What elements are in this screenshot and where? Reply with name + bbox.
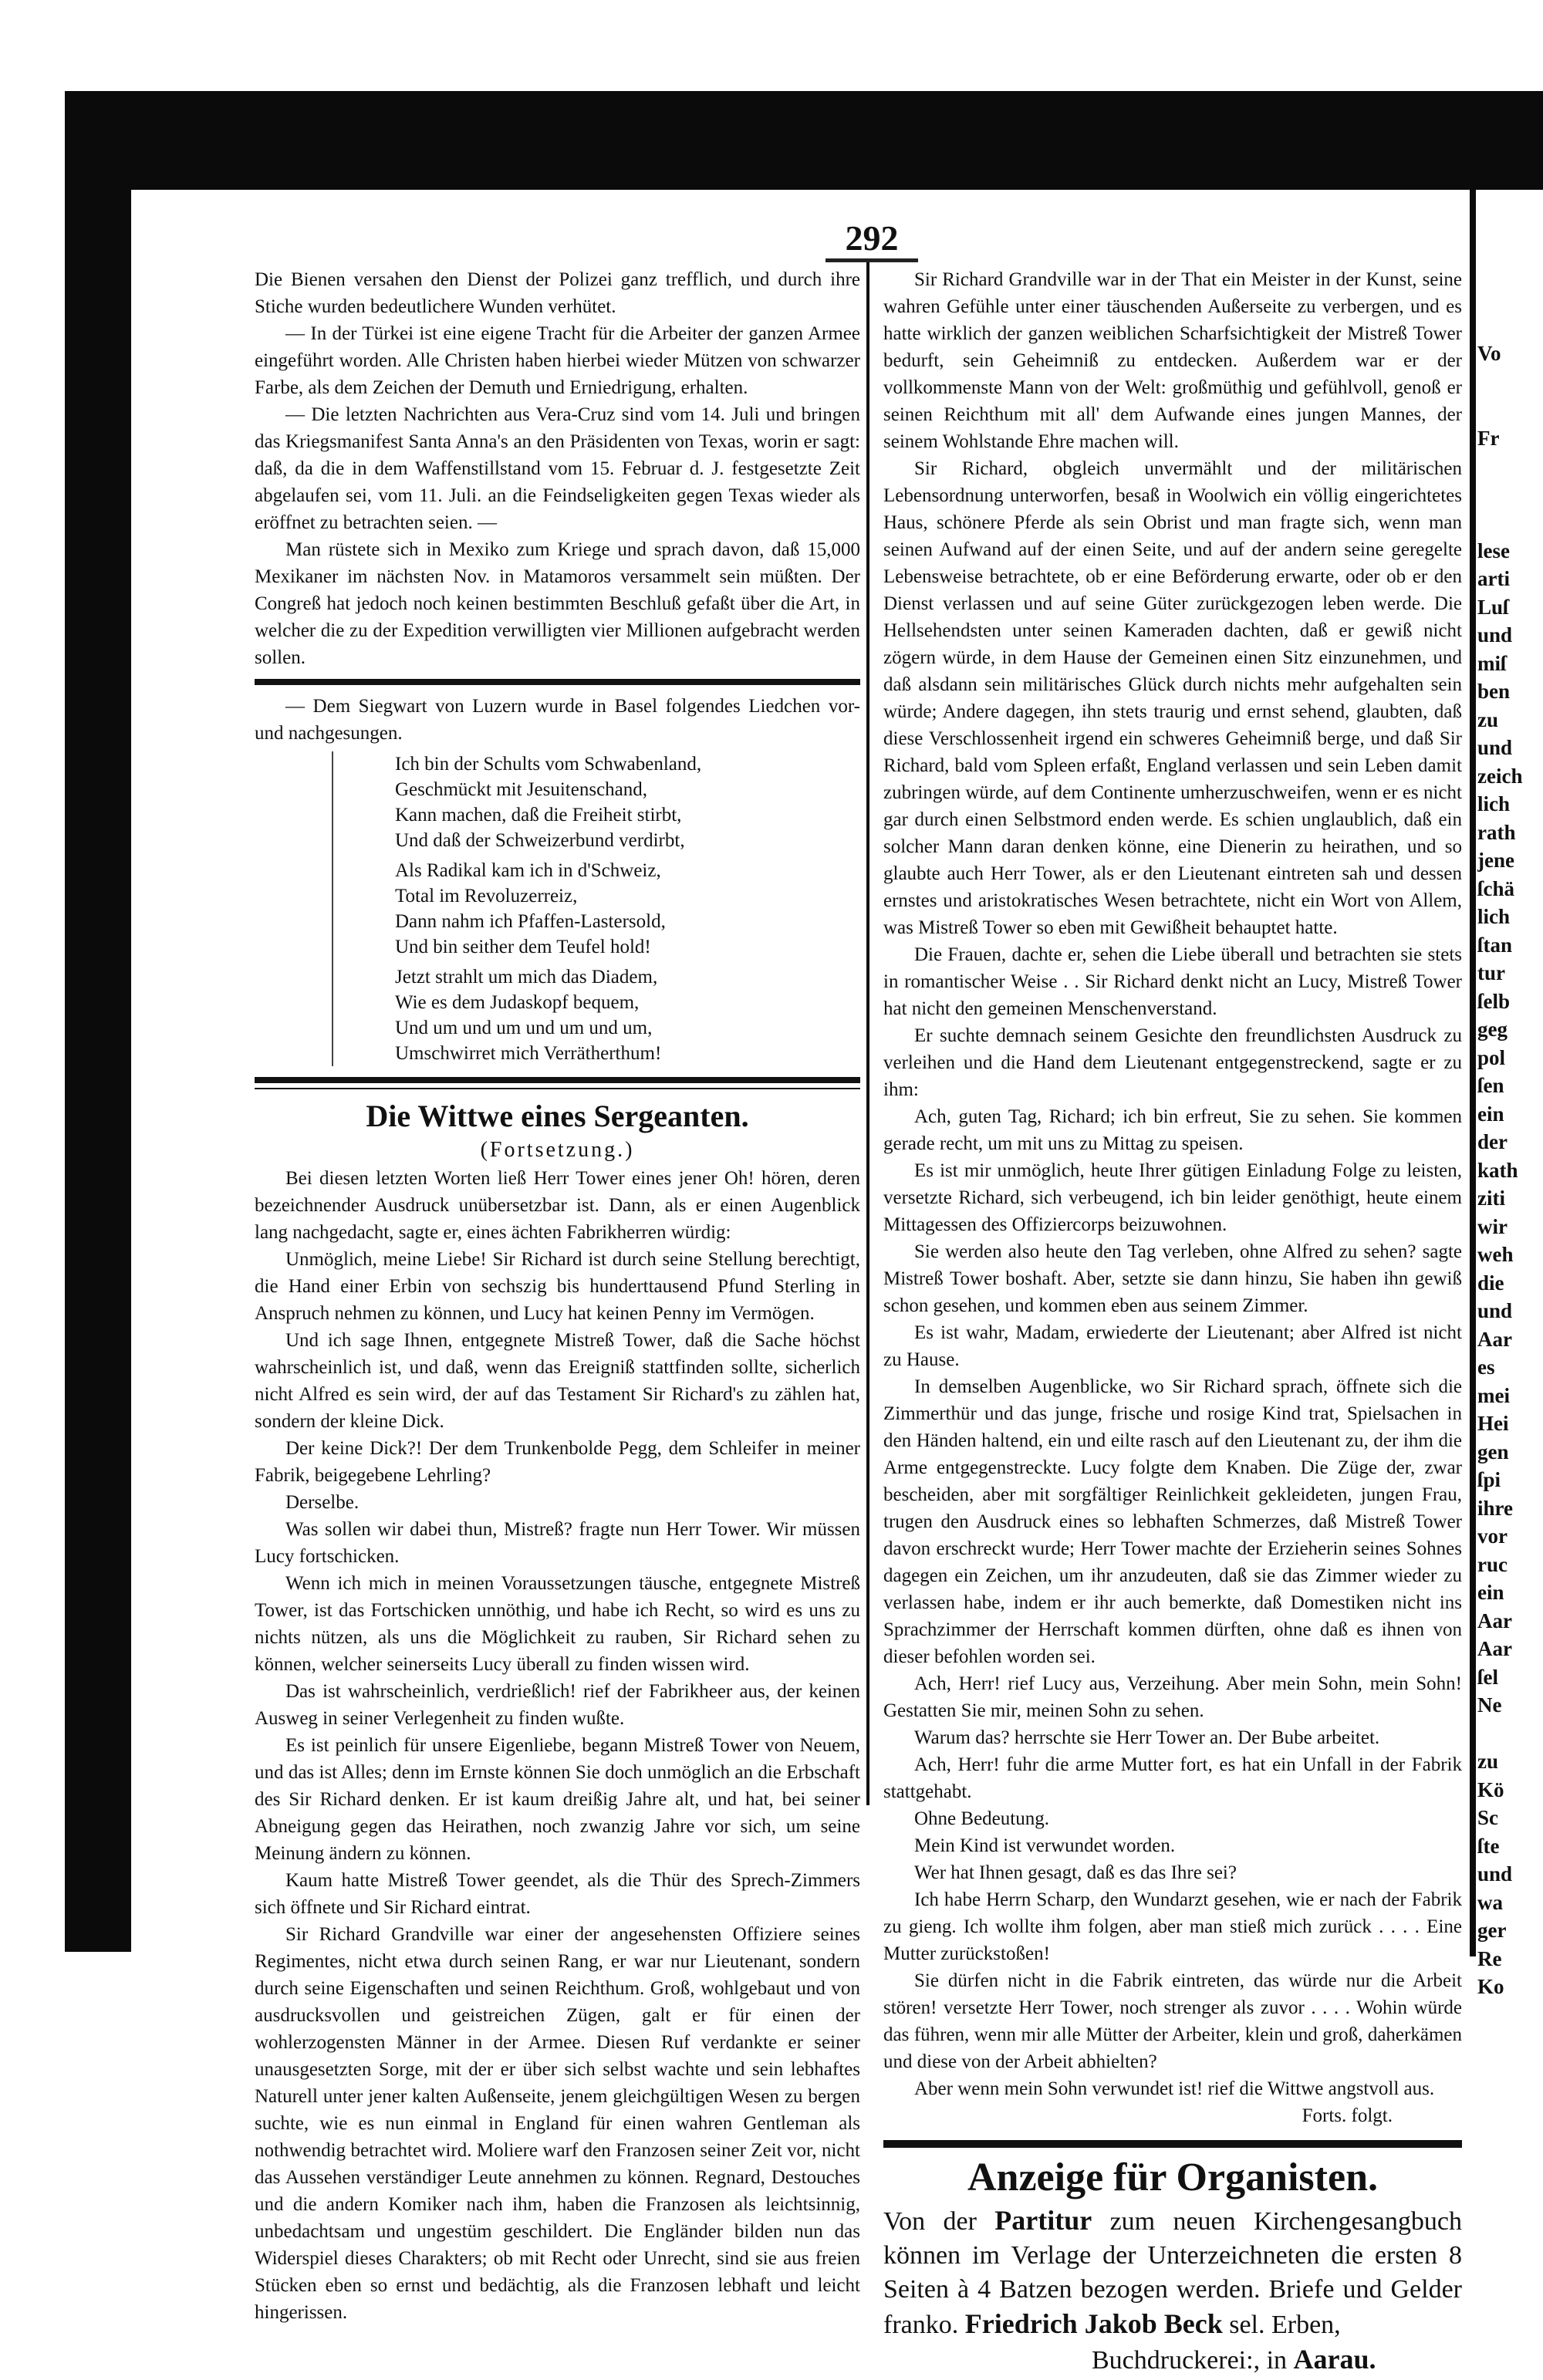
fragment-text <box>1477 508 1543 537</box>
song-intro: — Dem Siegwart von Luzern wurde in Basel folgendes Liedchen vor- und nachgesungen. <box>255 696 860 744</box>
fragment-text: wa <box>1477 1890 1503 1914</box>
fragment-text: ſelb <box>1477 989 1511 1013</box>
news-section <box>255 266 860 671</box>
story-paragraph: Unmöglich, meine Liebe! Sir Richard ist durch seine Stellung berechtigt, die Hand einer Erbin von sechszig bis hunderttausend Pfund Sterling in Anspruch nehmen zu können, und Lucy hat keinen Penny im Vermögen. <box>255 1249 860 1324</box>
page-number-rule <box>826 258 918 262</box>
poem-line: Als Radikal kam ich in d'Schweiz, <box>395 860 661 881</box>
fragment-text: gen <box>1477 1440 1509 1463</box>
fragment-text: lich <box>1477 792 1511 815</box>
fragment-text: ſtan <box>1477 933 1513 957</box>
news-item: Die Bienen versahen den Dienst der Polizei ganz trefflich, und durch ihre Stiche wurden bedeutlichere Wunden verhütet. <box>255 269 860 317</box>
fragment-text: Hei <box>1477 1412 1509 1435</box>
left-column <box>255 266 860 2326</box>
story-paragraph: Derselbe. <box>285 1492 360 1513</box>
story-paragraph: Aber wenn mein Sohn verwundet ist! rief die Wittwe angstvoll aus. <box>914 2078 1435 2099</box>
fragment-text <box>1477 1720 1543 1748</box>
song-poem <box>332 751 860 1066</box>
fragment-text: Fr <box>1477 426 1500 450</box>
poem-line: Dann nahm ich Pfaffen-Lastersold, <box>395 911 666 932</box>
fragment-text: tur <box>1477 961 1505 984</box>
fragment-text: ſen <box>1477 1074 1504 1097</box>
fragment-text: weh <box>1477 1243 1514 1266</box>
fragment-text: jene <box>1477 849 1514 872</box>
story-paragraph: Das ist wahrscheinlich, verdrießlich! rief der Fabrikheer aus, der keinen Ausweg in seiner Verlegenheit zu finden wußte. <box>255 1681 860 1729</box>
fragment-text: kath <box>1477 1158 1518 1182</box>
story-paragraph: Es ist mir unmöglich, heute Ihrer gütigen Einladung Folge zu leisten, versetzte Richard, sich verbeugend, ich bin leider genöthigt, heute einem Mittagessen des Offiziercorps beizuwohnen. <box>883 1160 1462 1235</box>
fragment-text: ger <box>1477 1919 1507 1942</box>
poem-line: Ich bin der Schults vom Schwabenland, <box>395 754 702 775</box>
story-paragraph: Ach, guten Tag, Richard; ich bin erfreut, Sie zu sehen. Sie kommen gerade recht, um mit uns zu Mittag zu speisen. <box>883 1106 1462 1154</box>
right-column <box>883 266 1462 2378</box>
fragment-text: ſel <box>1477 1665 1498 1689</box>
story-paragraph: Mein Kind ist verwundet worden. <box>914 1835 1176 1856</box>
fragment-text <box>1477 481 1543 509</box>
fragment-text: ein <box>1477 1581 1504 1604</box>
fragment-text: ben <box>1477 680 1511 703</box>
fragment-text: Luſ <box>1477 595 1509 619</box>
fragment-text <box>1477 396 1543 424</box>
book-edge-left <box>65 91 131 1952</box>
page-edge-right <box>1470 190 1476 1956</box>
story-paragraph: Sir Richard Grandville war in der That ein Meister in der Kunst, seine wahren Gefühle unter einer täuschenden Außerseite zu verbergen, und es hatte wirklich der ganzen weiblichen Scharfsichtigkeit der Mistreß Tower bedurft, sein Geheimniß zu entdecken. Außerdem war er der vollkommenste Mann von der Welt: großmüthig und gefühlvoll, genoß er seinen Reichthum mit all' dem Aufwande eines jungen Mannes, der seinem Wohlstande Ehre machen will. <box>883 269 1462 452</box>
fragment-text: zu <box>1477 707 1498 731</box>
fragment-text: lich <box>1477 905 1511 928</box>
story-text-left <box>255 1165 860 2326</box>
poem-stanza <box>395 858 860 960</box>
story-paragraph: Ach, Herr! rief Lucy aus, Verzeihung. Aber mein Sohn, mein Sohn! Gestatten Sie mir, meinen Sohn zu sehen. <box>883 1673 1462 1721</box>
poem-line: Jetzt strahlt um mich das Diadem, <box>395 967 658 987</box>
story-paragraph: Ohne Bedeutung. <box>914 1808 1049 1829</box>
fragment-text: Sc <box>1477 1806 1498 1829</box>
fragment-text: miſ <box>1477 651 1507 675</box>
ad-text: zum neuen Kirchengesangbuch können im Verlage der Unterzeichneten die ersten 8 Seiten à 4 Batzen bezogen werden. Briefe und Gelder franko. <box>883 2207 1462 2339</box>
fragment-text: ſte <box>1477 1834 1500 1858</box>
poem-line: Und bin seither dem Teufel hold! <box>395 937 651 957</box>
fragment-text: es <box>1477 1355 1495 1379</box>
story-paragraph: In demselben Augenblicke, wo Sir Richard sprach, öffnete sich die Zimmerthür und das junge, frische und rosige Kind trat, Spielsachen in den Händen haltend, ein und eilte rasch auf den Lieutenant zu, der ihm die Arme entgegenstreckte. Lucy folgte dem Knaben. Die Züge der, zwar bescheiden, aber mit sorgfältiger Reinlichkeit gekleideten, jungen Frau, trugen den Ausdruck eines so lebhaften Schmerzes, daß Mistreß Tower davon erschreckt wurde; Herr Tower machte der Erzieherin seines Sohnes dagegen ein Zeichen, um ihr anzudeuten, daß sie das Zimmer wieder zu verlassen habe, indem er ihr auch bemerkte, daß Domestiken nicht ins Sprachzimmer der Herrschaft kommen dürften, ohne daß es ihnen von dieser befohlen worden sei. <box>883 1376 1462 1667</box>
fragment-text <box>1477 368 1543 397</box>
fragment-text: Re <box>1477 1946 1502 1970</box>
ad-place: Aarau. <box>1293 2344 1376 2375</box>
fragment-text: ruc <box>1477 1552 1508 1576</box>
poem-line: Total im Revoluzerreiz, <box>395 886 578 906</box>
fragment-text: vor <box>1477 1524 1508 1548</box>
scan-border-top <box>65 91 1543 190</box>
poem-line: Und um und um und um und um, <box>395 1018 653 1038</box>
fragment-text: und <box>1477 736 1513 759</box>
fragment-text: Aar <box>1477 1327 1512 1351</box>
fragment-text: und <box>1477 1862 1513 1885</box>
story-paragraph: Wenn ich mich in meinen Voraussetzungen täusche, entgegnete Mistreß Tower, ist das Fortschicken unnöthig, und habe ich Recht, so wird es uns zu nichts nützen, als uns die Möglichkeit zu rauben, Sir Richard sehen zu können, welcher seinerseits Lucy überall zu finden wissen wird. <box>255 1573 860 1675</box>
fragment-text: ziti <box>1477 1187 1505 1210</box>
ad-rule <box>883 2140 1462 2148</box>
ad-title: Anzeige für Organisten. <box>967 2156 1378 2199</box>
fragment-text: ſpi <box>1477 1468 1501 1491</box>
fragment-text: pol <box>1477 1045 1506 1069</box>
ad-text: sel. Erben, <box>1229 2311 1341 2339</box>
section-rule <box>255 679 860 685</box>
fragment-text: Kö <box>1477 1777 1504 1801</box>
fragment-text: zu <box>1477 1750 1498 1773</box>
poem-line: Kann machen, daß die Freiheit stirbt, <box>395 805 682 825</box>
fragment-text: rath <box>1477 820 1516 844</box>
fragment-text: arti <box>1477 567 1510 590</box>
fragment-text: wir <box>1477 1214 1508 1238</box>
fragment-text: ein <box>1477 1102 1504 1126</box>
fragment-text: Aar <box>1477 1609 1512 1632</box>
story-title: Die Wittwe eines Sergeanten. <box>366 1099 749 1133</box>
poem-line: Und daß der Schweizerbund verdirbt, <box>395 830 685 851</box>
story-paragraph: Kaum hatte Mistreß Tower geendet, als die Thür des Sprech-Zimmers sich öffnete und Sir Richard eintrat. <box>255 1870 860 1918</box>
story-paragraph: Was sollen wir dabei thun, Mistreß? fragte nun Herr Tower. Wir müssen Lucy fortschicken. <box>255 1519 860 1567</box>
story-paragraph: Bei diesen letzten Worten ließ Herr Tower eines jener Oh! hören, deren bezeichnender Ausdruck unübersetzbar ist. Dann, als er einen Augenblick lang nachgedacht, sagte er, eines ächten Fabrikherren würdig: <box>255 1168 860 1243</box>
story-paragraph: Sir Richard, obgleich unvermählt und der militärischen Lebensordnung unterworfen, besaß in Woolwich ein völlig eingerichtetes Haus, schönere Pferde als sein Obrist und man fragte sich, wenn man seinen Aufwand auf der einen Seite, und auf der andern seine geregelte Lebensweise betrachtete, ob er eine Beförderung erwarte, oder ob er den Dienst verlassen und auf seine Güter zurückgezogen leben werde. Die Hellsehendsten unter seinen Kameraden dachten, daß er gewiß nicht zögern würde, in dem Hause der Gemeinen einen Sitz einzunehmen, und daß alsdann sein militärisches Glück durch nichts mehr aufgehalten sein würde; Andere dagegen, ihn stets traurig und ernst sehend, glaubten, daß diese Verschlossenheit irgend ein schweres Geheimniß berge, und daß Sir Richard, bald vom Spleen erfaßt, England verlassen und sein Leben damit zubringen würde, auf dem Continente umherzuschweifen, wenn er es nicht gar durch einen Selbstmord enden werde. Es schien unglaublich, daß ein solcher Mann daran denken könne, eine Dienerin zu heirathen, und so glaubte auch Herr Tower, als er den Lieutenant eintreten sah und dessen ernstes und aristokratisches Wesen betrachtete, nicht ein Wort von Allem, was Mistreß Tower so eben mit Gewißheit behauptet hatte. <box>883 458 1462 938</box>
story-paragraph: Die Frauen, dachte er, sehen die Liebe überall und betrachten sie stets in romantischer Weise . . Sir Richard denkt nicht an Lucy, Mistreß Tower hat nicht den gemeinen Menschenverstand. <box>883 944 1462 1019</box>
poem-stanza <box>395 751 860 853</box>
fragment-text: Aar <box>1477 1637 1512 1660</box>
story-paragraph: Wer hat Ihnen gesagt, daß es das Ihre sei? <box>914 1862 1237 1883</box>
section-double-rule <box>255 1077 860 1083</box>
fragment-text: lese <box>1477 538 1510 562</box>
fragment-text: die <box>1477 1271 1504 1295</box>
story-paragraph: Der keine Dick?! Der dem Trunkenbolde Pegg, dem Schleifer in meiner Fabrik, beigegebene Lehrling? <box>255 1438 860 1486</box>
fragment-text: Vo <box>1477 342 1501 365</box>
ad-publisher: Friedrich Jakob Beck <box>964 2308 1223 2339</box>
news-item: Man rüstete sich in Mexiko zum Kriege und sprach davon, daß 15,000 Mexikaner im nächsten Nov. in Matamoros versammelt sein müßten. Der Congreß hat jedoch noch keinen bestimmten Beschluß gefaßt über die Art, in welcher die zu der Expedition verwilligten vier Millionen aufgebracht werden sollen. <box>255 539 860 668</box>
story-paragraph: Warum das? herrschte sie Herr Tower an. Der Bube arbeitet. <box>914 1727 1380 1748</box>
page-number: 292 <box>845 218 899 258</box>
story-paragraph: Es ist peinlich für unsere Eigenliebe, begann Mistreß Tower von Neuem, und das ist Alles; denn im Ernste können Sie doch unmöglich an die Erbschaft des Sir Richard denken. Er ist kaum dreißig Jahre alt, und hat, bei seiner Abneigung gegen das Heirathen, noch zwanzig Jahre vor sich, um seine Meinung ändern zu können. <box>255 1735 860 1864</box>
story-paragraph: Er suchte demnach seinem Gesichte den freundlichsten Ausdruck zu verleihen und die Hand dem Lieutenant entgegenstreckend, sagte er zu ihm: <box>883 1025 1462 1100</box>
adjacent-page-strip <box>1477 339 1543 2380</box>
fragment-text: Ne <box>1477 1693 1502 1717</box>
fragment-text: zeich <box>1477 764 1523 788</box>
poem-line: Umschwirret mich Verrätherthum! <box>395 1043 662 1064</box>
ad-text: Von der <box>883 2207 977 2236</box>
news-item: — Die letzten Nachrichten aus Vera-Cruz sind vom 14. Juli und bringen das Kriegsmanifest Santa Anna's an den Präsidenten von Texas, worin er sagt: daß, da die in dem Waffenstillstand vom 15. Februar d. J. festgesetzte Zeit abgelaufen sei, vom 11. Juli. an die Feindseligkeiten gegen Texas wieder als eröffnet zu betrachten seien. — <box>255 404 860 533</box>
fragment-text: und <box>1477 623 1513 646</box>
story-paragraph: Sie werden also heute den Tag verleben, ohne Alfred zu sehen? sagte Mistreß Tower boshaft. Aber, setzte sie dann hinzu, Sie haben ihn gewiß schon gesehen, und kommen eben aus seinem Zimmer. <box>883 1241 1462 1316</box>
fragment-text <box>1477 452 1543 481</box>
news-item: — In der Türkei ist eine eigene Tracht für die Arbeiter der ganzen Armee eingeführt worden. Alle Christen haben hierbei wieder Mützen von schwarzer Farbe, als dem Zeichen der Demuth und Erniedrigung, erhalten. <box>255 323 860 398</box>
story-paragraph: Sir Richard Grandville war einer der angesehensten Offiziere seines Regimentes, nicht etwa durch seinen Rang, er war nur Lieutenant, sondern durch seine Eigenschaften und seinen Reichthum. Groß, wohlgebaut und von ausdrucksvollen und geistreichen Zügen, galt er für einen der wohlerzogensten Männer in der Armee. Diesen Ruf verdankte er seiner unausgesetzten Sorge, mit der er über sich selbst wachte und sein lebhaftes Naturell unter jener kalten Außenseite, jenem gleichgültigen Wesen zu bergen suchte, wie es nun einmal in England für einen wahren Gentleman als nothwendig betrachtet wird. Moliere warf den Franzosen seiner Zeit vor, nicht das Aussehen verständiger Leute annehmen zu können. Regnard, Destouches und die andern Komiker nach ihm, haben die Franzosen als leichtsinnig, unbedachtsam und ungestüm geschildert. Die Engländer bilden nun das Widerspiel dieses Charakters; ob mit Recht oder Unrecht, sind sie aus freien Stücken eben so ernst und bedächtig, als die Franzosen lebhaft und leicht hingerissen. <box>255 1924 860 2323</box>
fragment-text: und <box>1477 1299 1513 1322</box>
story-paragraph: Ach, Herr! fuhr die arme Mutter fort, es hat ein Unfall in der Fabrik stattgehabt. <box>883 1754 1462 1802</box>
column-divider <box>866 262 869 1805</box>
poem-line: Geschmückt mit Jesuitenschand, <box>395 779 648 800</box>
poem-line: Wie es dem Judaskopf bequem, <box>395 992 640 1013</box>
fragment-text: ihre <box>1477 1496 1513 1520</box>
fragment-text: geg <box>1477 1018 1508 1041</box>
story-subtitle: (Fortsetzung.) <box>480 1138 635 1162</box>
ad-body <box>883 2203 1462 2378</box>
story-paragraph: Es ist wahr, Madam, erwiederte der Lieutenant; aber Alfred ist nicht zu Hause. <box>883 1322 1462 1370</box>
fragment-text: mei <box>1477 1383 1510 1407</box>
story-paragraph: Sie dürfen nicht in die Fabrik eintreten, das würde nur die Arbeit stören! versetzte Herr Tower, noch strenger als zuvor . . . . Wohin würde das führen, wenn mir alle Mütter der Arbeiter, klein und groß, daherkämen und diese von der Arbeit abhielten? <box>883 1970 1462 2072</box>
fragment-text: Ko <box>1477 1975 1504 1998</box>
fragment-text: der <box>1477 1130 1508 1153</box>
fragment-text: ſchä <box>1477 876 1515 900</box>
poem-stanza <box>395 964 860 1066</box>
story-paragraph: Und ich sage Ihnen, entgegnete Mistreß Tower, daß die Sache höchst wahrscheinlich ist, und daß, wenn das Ereigniß stattfinden sollte, sicherlich nicht Alfred es sein wird, der auf das Testament Sir Richard's zu zählen hat, sondern der kleine Dick. <box>255 1330 860 1432</box>
story-paragraph: Ich habe Herrn Scharp, den Wundarzt gesehen, wie er nach der Fabrik zu gieng. Ich wollte ihm folgen, aber man stieß mich zurück . . . . Eine Mutter zurückstoßen! <box>883 1889 1462 1964</box>
continued-note: Forts. folgt. <box>1302 2105 1393 2126</box>
ad-bold-partitur: Partitur <box>994 2205 1092 2236</box>
story-text-right <box>883 266 1462 2102</box>
ad-text: Buchdruckerei:, in <box>1092 2346 1288 2375</box>
